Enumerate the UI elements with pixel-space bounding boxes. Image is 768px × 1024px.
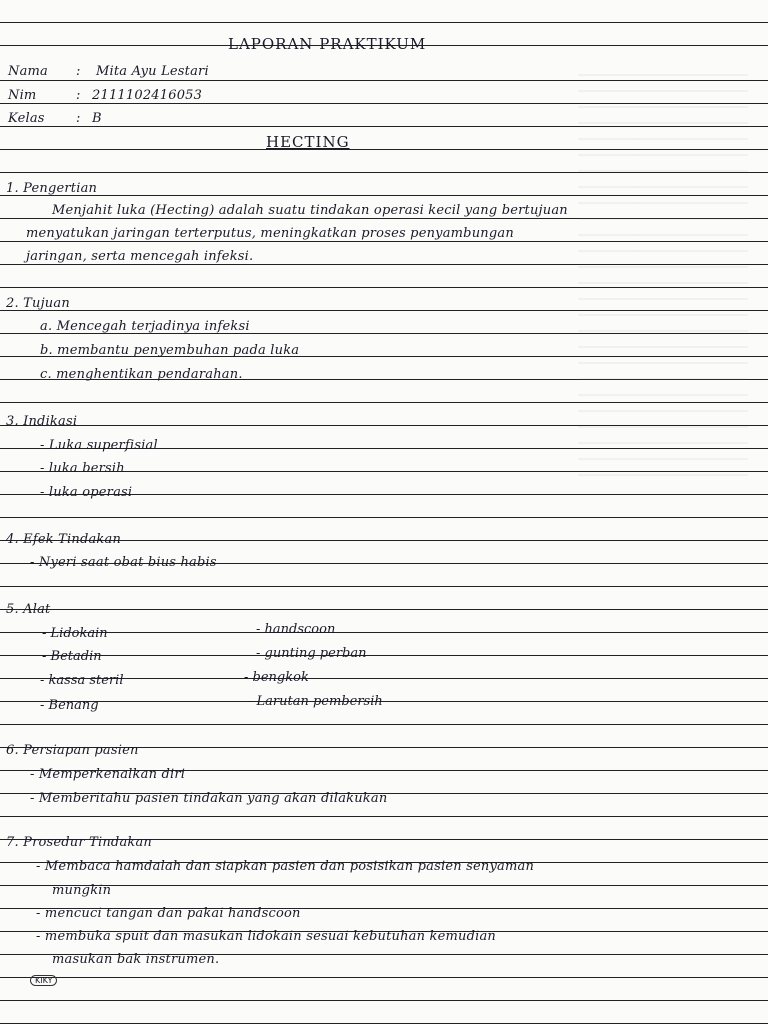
sep-nim: : xyxy=(76,88,81,103)
section-2-item: a. Mencegah terjadinya infeksi xyxy=(40,319,250,334)
section-1-line: Menjahit luka (Hecting) adalah suatu tindakan operasi kecil yang bertujuan xyxy=(52,203,568,218)
label-nama: Nama xyxy=(8,64,49,79)
tool-left: - Benang xyxy=(40,698,99,713)
brand-badge: KIKY xyxy=(30,975,57,986)
section-3-item: - luka bersih xyxy=(40,461,125,476)
section-4-title: 4. Efek Tindakan xyxy=(6,532,122,547)
label-kelas: Kelas xyxy=(8,111,45,126)
section-2-title: 2. Tujuan xyxy=(6,296,70,311)
tool-right: - bengkok xyxy=(244,670,309,685)
tool-right: - handscoon xyxy=(256,622,336,637)
section-3-item: - Luka superfisial xyxy=(40,438,158,453)
section-7-line: masukan bak instrumen. xyxy=(52,952,220,967)
tool-left: - kassa steril xyxy=(40,673,124,688)
bleed-through-text xyxy=(578,60,748,480)
section-6-item: - Memperkenalkan diri xyxy=(30,767,186,782)
value-nim: 2111102416053 xyxy=(92,88,203,103)
tool-left: - Lidokain xyxy=(42,626,108,641)
section-6-title: 6. Persiapan pasien xyxy=(6,743,139,758)
section-7-line: - Membaca hamdalah dan siapkan pasien dan posisikan pasien senyaman xyxy=(36,859,535,874)
section-7-title: 7. Prosedur Tindakan xyxy=(6,835,153,850)
section-2-item: c. menghentikan pendarahan. xyxy=(40,367,243,382)
section-1-line: menyatukan jaringan terterputus, meningkatkan proses penyambungan xyxy=(26,226,514,241)
section-7-line: mungkin xyxy=(52,883,112,898)
tool-left: - Betadin xyxy=(42,649,102,664)
section-6-item: - Memberitahu pasien tindakan yang akan dilakukan xyxy=(30,791,388,806)
value-nama: Mita Ayu Lestari xyxy=(96,64,209,79)
value-kelas: B xyxy=(92,111,102,126)
tool-right: - gunting perban xyxy=(256,646,367,661)
section-1-title: 1. Pengertian xyxy=(6,181,98,196)
tool-right: - Larutan pembersih xyxy=(248,694,383,709)
section-7-line: - membuka spuit dan masukan lidokain sesuai kebutuhan kemudian xyxy=(36,929,497,944)
label-nim: Nim xyxy=(8,88,37,103)
section-3-item: - luka operasi xyxy=(40,485,133,500)
section-3-title: 3. Indikasi xyxy=(6,414,78,429)
page-title: LAPORAN PRAKTIKUM xyxy=(228,35,427,53)
sep-kelas: : xyxy=(76,111,81,126)
section-7-line: - mencuci tangan dan pakai handscoon xyxy=(36,906,301,921)
heading-hecting: HECTING xyxy=(266,133,350,151)
section-5-title: 5. Alat xyxy=(6,602,51,617)
section-4-item: - Nyeri saat obat bius habis xyxy=(30,555,217,570)
section-1-line: jaringan, serta mencegah infeksi. xyxy=(26,249,254,264)
sep-nama: : xyxy=(76,64,81,79)
section-2-item: b. membantu penyembuhan pada luka xyxy=(40,343,300,358)
